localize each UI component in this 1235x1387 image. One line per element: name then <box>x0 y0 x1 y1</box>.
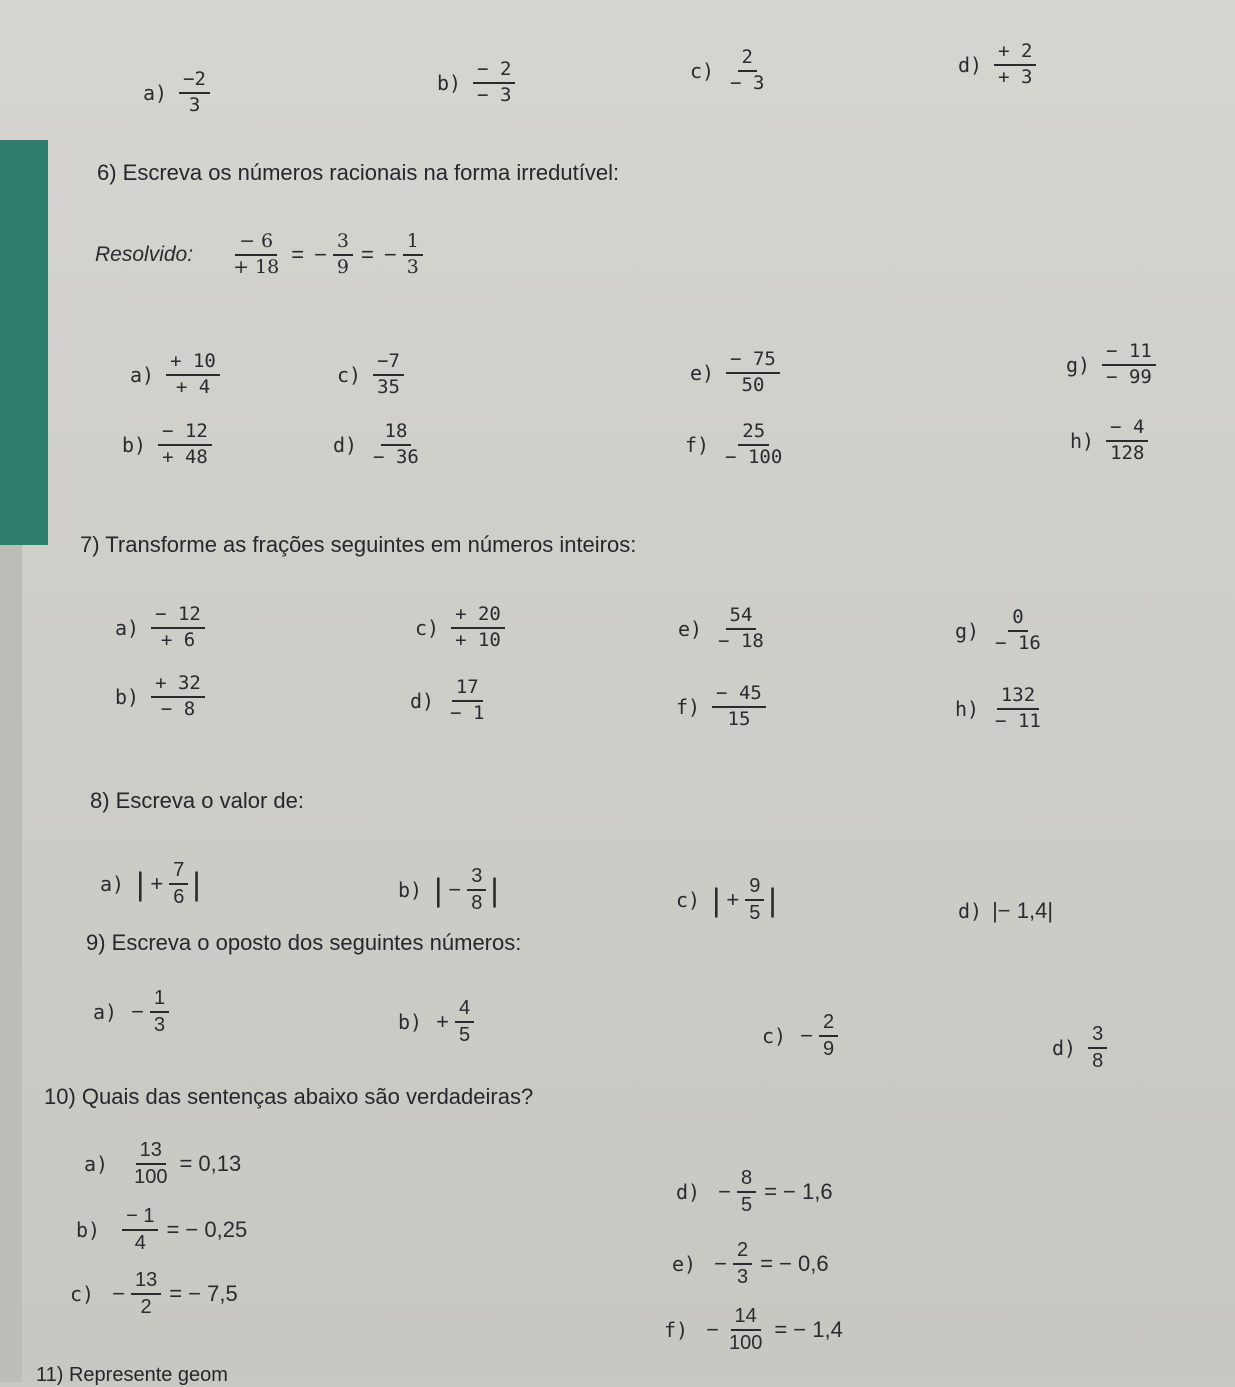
fraction: $\frac{8}{5}$ <box>737 1168 756 1216</box>
q10-item-a <box>84 1140 241 1188</box>
minus-sign: − <box>131 999 144 1024</box>
q9-item-a <box>93 988 171 1036</box>
q6-item-c <box>337 352 406 398</box>
fraction: $\frac{7}{6}$ <box>169 860 188 908</box>
item-label: a) <box>93 1000 118 1024</box>
item-label: a) <box>84 1152 109 1176</box>
q5-item-b <box>437 60 517 106</box>
item-label: e) <box>678 616 703 641</box>
q6-heading: 6) Escreva os números racionais na forma irredutível: <box>97 160 620 185</box>
q8-item-a <box>100 860 203 908</box>
item-label: c) <box>690 58 715 83</box>
fraction: $\frac{-7}{35}$ <box>373 352 404 398</box>
item-label: e) <box>690 360 715 385</box>
item-label: b) <box>76 1218 101 1242</box>
fraction: $\frac{2}{- 3}$ <box>730 46 765 94</box>
q9-heading: 9) Escreva o oposto dos seguintes números: <box>86 930 522 955</box>
item-label: d) <box>958 899 983 923</box>
item-label: d) <box>410 688 435 713</box>
item-label: d) <box>676 1180 701 1204</box>
abs-value-expression: |− 1,4| <box>992 898 1054 923</box>
q6-item-d <box>333 422 425 468</box>
abs-bar: | <box>434 872 443 908</box>
item-label: b) <box>437 70 462 95</box>
fraction: $\frac{- 11}{- 99}$ <box>1102 342 1156 388</box>
plus-sign: + <box>726 887 740 912</box>
equation-rhs: = − 1,4 <box>774 1317 843 1342</box>
fraction: $\frac{+ 32}{- 8}$ <box>151 674 205 720</box>
minus-sign: − <box>718 1179 731 1204</box>
q7-item-g <box>955 608 1047 654</box>
q9-item-c <box>762 1012 840 1060</box>
q6-item-g <box>1066 342 1158 388</box>
fraction: $\frac{132}{- 11}$ <box>995 684 1041 732</box>
fraction: $\frac{2}{9}$ <box>819 1012 838 1060</box>
item-label: g) <box>955 618 980 643</box>
fraction: $\frac{9}{5}$ <box>745 876 764 924</box>
q11-heading: 11) Represente geom <box>36 1364 228 1386</box>
fraction: $\frac{-2}{3}$ <box>179 70 210 116</box>
fraction: $\frac{- 4}{128}$ <box>1106 418 1148 464</box>
q8-item-c <box>676 876 779 924</box>
q10-item-b <box>76 1206 247 1254</box>
minus-sign: − <box>383 241 397 267</box>
fraction: $\frac{3}{8}$ <box>1088 1024 1107 1072</box>
fraction: $\frac{2}{3}$ <box>733 1240 752 1288</box>
equation-rhs: = 0,13 <box>179 1151 242 1176</box>
q6-item-f <box>685 422 788 468</box>
q7-item-b <box>115 674 207 720</box>
q7-item-c <box>415 605 507 651</box>
q8-item-d <box>958 898 1053 924</box>
fraction: $\frac{14}{100}$ <box>728 1305 763 1354</box>
q10-item-f <box>664 1306 843 1354</box>
item-label: c) <box>337 362 362 387</box>
fraction: $\frac{- 2}{- 3}$ <box>473 60 515 106</box>
q5-item-c <box>690 48 770 94</box>
item-label: e) <box>672 1252 697 1276</box>
fraction: $\frac{18}{- 36}$ <box>373 420 419 468</box>
plus-sign: + <box>436 1009 449 1034</box>
q7-item-a <box>115 605 207 651</box>
minus-sign: − <box>714 1251 727 1276</box>
abs-bar: | <box>136 866 145 902</box>
q5-item-d <box>958 42 1038 88</box>
fraction: $\frac{- 6}{+ 18}$ <box>233 230 280 278</box>
fraction: $\frac{3}{8}$ <box>467 866 486 914</box>
q6-resolved-example <box>95 232 425 278</box>
plus-sign: + <box>150 871 164 896</box>
binder-strip <box>0 140 48 545</box>
fraction: $\frac{54}{- 18}$ <box>718 604 764 652</box>
abs-bar: | <box>712 882 721 918</box>
minus-sign: − <box>800 1023 813 1048</box>
minus-sign: − <box>706 1317 719 1342</box>
minus-sign: − <box>112 1281 125 1306</box>
fraction: $\frac{17}{- 1}$ <box>450 676 485 724</box>
fraction: $\frac{1}{3}$ <box>150 988 169 1036</box>
item-label: b) <box>122 432 147 457</box>
q10-heading: 10) Quais das sentenças abaixo são verdadeiras? <box>44 1084 534 1109</box>
page-edge-shadow <box>0 545 22 1382</box>
fraction: $\frac{+ 20}{+ 10}$ <box>451 605 505 651</box>
item-label: g) <box>1066 352 1091 377</box>
item-label: b) <box>398 1010 423 1034</box>
item-label: a) <box>115 615 140 640</box>
item-label: c) <box>70 1282 95 1306</box>
fraction: $\frac{0}{- 16}$ <box>995 606 1041 654</box>
equals-sign: = <box>361 241 374 267</box>
item-label: f) <box>685 432 710 457</box>
q7-item-e <box>678 606 770 652</box>
q6-item-e <box>690 350 782 396</box>
item-label: f) <box>676 694 701 719</box>
fraction: $\frac{25}{- 100}$ <box>725 420 783 468</box>
fraction: $\frac{- 12}{+ 6}$ <box>151 605 205 651</box>
item-label: a) <box>100 872 125 896</box>
q8-item-b <box>398 866 501 914</box>
fraction: $\frac{4}{5}$ <box>455 998 474 1046</box>
fraction: $\frac{3}{9}$ <box>333 232 353 278</box>
item-label: b) <box>115 684 140 709</box>
item-label: h) <box>955 696 980 721</box>
fraction: $\frac{+ 2}{+ 3}$ <box>994 42 1036 88</box>
fraction: $\frac{- 12}{+ 48}$ <box>158 422 212 468</box>
q9-item-b <box>398 998 476 1046</box>
fraction: $\frac{1}{3}$ <box>403 232 423 278</box>
item-label: d) <box>958 52 983 77</box>
abs-bar: | <box>768 882 777 918</box>
item-label: a) <box>130 362 155 387</box>
q7-item-d <box>410 678 490 724</box>
item-label: c) <box>676 888 701 912</box>
minus-sign: − <box>448 877 462 902</box>
equals-sign: = <box>291 241 305 267</box>
item-label: h) <box>1070 428 1095 453</box>
q7-item-h <box>955 686 1047 732</box>
q10-item-c <box>70 1270 238 1318</box>
item-label: d) <box>333 432 358 457</box>
equation-rhs: = − 7,5 <box>169 1281 238 1306</box>
q10-item-e <box>672 1240 829 1288</box>
fraction: $\frac{- 75}{50}$ <box>726 350 780 396</box>
fraction: $\frac{+ 10}{+ 4}$ <box>166 352 220 398</box>
item-label: a) <box>143 80 168 105</box>
abs-bar: | <box>490 872 499 908</box>
equation-rhs: = − 0,25 <box>166 1217 248 1242</box>
fraction: $\frac{- 1}{4}$ <box>122 1206 158 1254</box>
q5-item-a <box>143 70 212 116</box>
q9-item-d <box>1052 1024 1109 1072</box>
q7-item-f <box>676 684 768 730</box>
item-label: f) <box>664 1318 689 1342</box>
fraction: $\frac{13}{100}$ <box>134 1139 168 1188</box>
item-label: d) <box>1052 1036 1077 1060</box>
q6-item-a <box>130 352 222 398</box>
equation-rhs: = − 1,6 <box>764 1179 833 1204</box>
resolvido-label: Resolvido: <box>95 242 194 266</box>
fraction: $\frac{- 45}{15}$ <box>712 684 766 730</box>
q8-heading: 8) Escreva o valor de: <box>90 788 304 813</box>
fraction: $\frac{13}{2}$ <box>131 1270 161 1318</box>
q10-item-d <box>676 1168 833 1216</box>
q7-heading: 7) Transforme as frações seguintes em números inteiros: <box>80 532 637 557</box>
minus-sign: − <box>314 241 327 267</box>
equation-rhs: = − 0,6 <box>760 1251 829 1276</box>
item-label: c) <box>415 615 440 640</box>
item-label: b) <box>398 878 423 902</box>
q6-item-h <box>1070 418 1150 464</box>
item-label: c) <box>762 1024 787 1048</box>
abs-bar: | <box>192 866 201 902</box>
q6-item-b <box>122 422 214 468</box>
